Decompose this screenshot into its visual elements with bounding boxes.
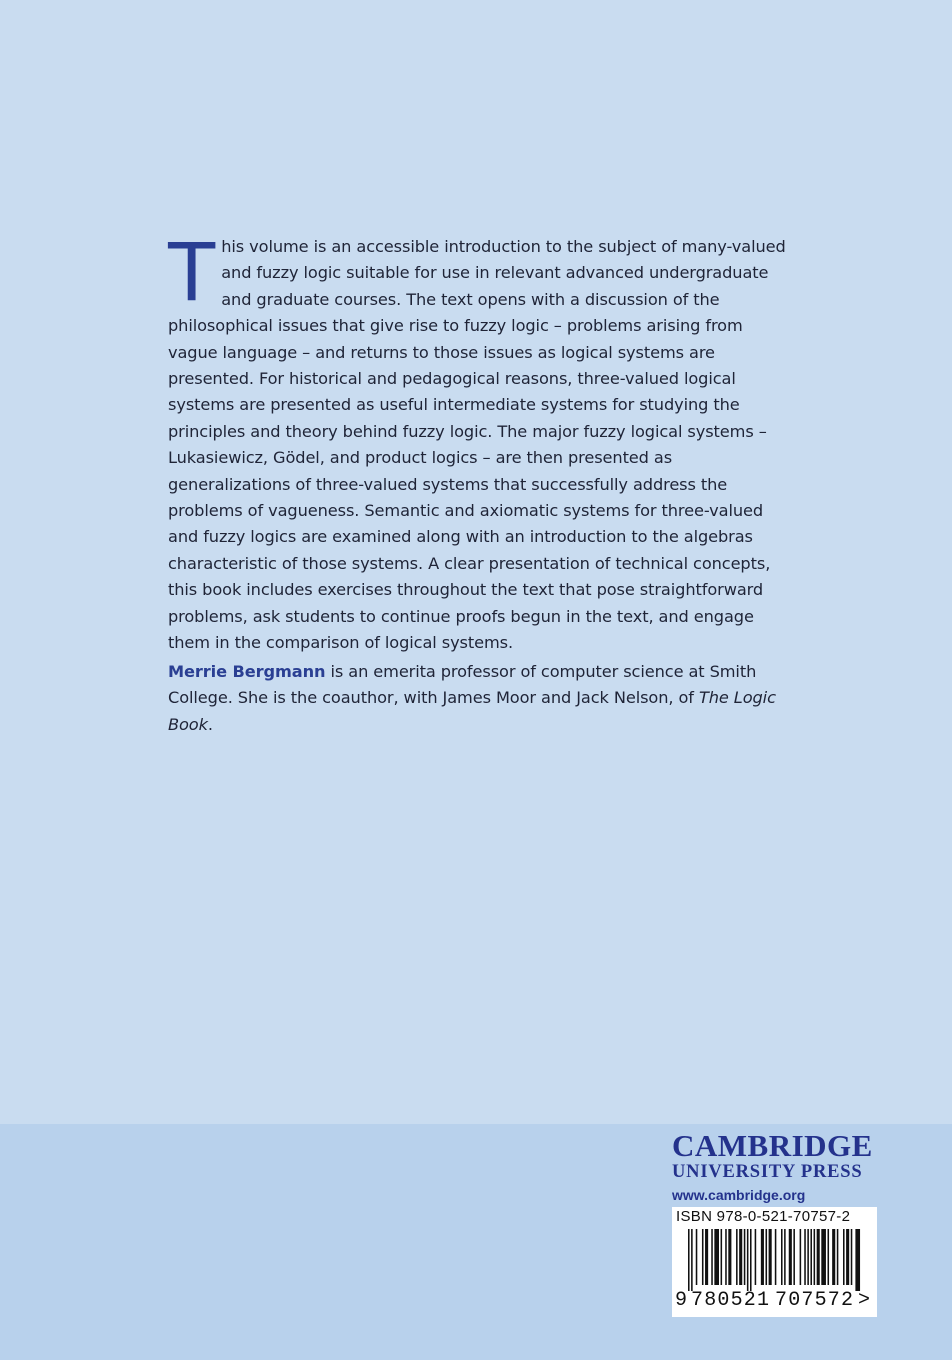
barcode-bar xyxy=(810,1229,812,1285)
barcode-bar xyxy=(804,1229,806,1285)
barcode-bar xyxy=(843,1229,845,1285)
barcode-bar xyxy=(728,1229,731,1285)
barcode-bar xyxy=(821,1229,826,1285)
barcode-bar xyxy=(761,1229,764,1285)
drop-cap: T xyxy=(166,224,218,318)
barcode-bar xyxy=(855,1229,860,1291)
barcode-bar xyxy=(691,1229,693,1291)
barcode-bar xyxy=(814,1229,816,1285)
blurb-paragraph xyxy=(166,224,788,657)
barcode-bar xyxy=(714,1229,719,1285)
cover-blurb xyxy=(166,224,788,657)
barcode-bar xyxy=(747,1229,749,1291)
barcode-bar xyxy=(705,1229,708,1285)
barcode-bar xyxy=(832,1229,835,1285)
barcode-arrow: > xyxy=(858,1289,872,1312)
book-title: The Logic Book xyxy=(168,688,776,734)
barcode-bar xyxy=(784,1229,786,1285)
barcode-bar xyxy=(744,1229,746,1285)
barcode-group-1: 780521 xyxy=(691,1289,771,1312)
barcode-bar xyxy=(739,1229,742,1285)
barcode-bar xyxy=(725,1229,727,1285)
barcode-bar xyxy=(711,1229,713,1285)
publisher-logo xyxy=(672,1130,878,1206)
barcode-bar xyxy=(828,1229,830,1285)
author-bio xyxy=(168,659,808,738)
isbn-barcode xyxy=(672,1207,877,1317)
barcode-bar xyxy=(750,1229,752,1291)
barcode-bar xyxy=(766,1229,768,1285)
barcode-group-2: 707572 xyxy=(775,1289,855,1312)
barcode-bar xyxy=(781,1229,783,1285)
barcode-bar xyxy=(807,1229,809,1285)
barcode-bar xyxy=(851,1229,853,1285)
barcode-bar xyxy=(721,1229,723,1285)
author-bio-text: is an emerita professor of computer science at Smith College. She is the coauthor, with James Moor and Jack Nelson, of xyxy=(168,662,757,708)
barcode-bar xyxy=(846,1229,849,1285)
barcode-bar xyxy=(800,1229,802,1285)
author-name: Merrie Bergmann xyxy=(168,662,326,681)
publisher-name: CAMBRIDGE xyxy=(672,1128,873,1163)
barcode-bar xyxy=(755,1229,757,1285)
barcode-lead-digit: 9 xyxy=(675,1289,689,1312)
barcode-bar xyxy=(688,1229,690,1291)
blurb-text: his volume is an accessible introduction to the subject of many-valued and fuzzy logic suitable for use in relevant advanced undergraduate and graduate courses. The text opens with a discussion of the philosophical issues that give rise to fuzzy logic – problems arising from vague language – and returns to those issues as logical systems are presented. For historical and pedagogical reasons, three-valued logical systems are presented as useful intermediate systems for studying the principles and theory behind fuzzy logic. The major fuzzy logical systems – Lukasiewicz, Gödel, and product logics – are then presented as generalizations of three-valued systems that successfully address the problems of vagueness. Semantic and axiomatic systems for three-valued and fuzzy logics are examined along with an introduction to the algebras characteristic of those systems. A clear presentation of technical concepts, this book includes exercises throughout the text that pose straightforward problems, ask students to continue proofs begun in the text, and engage them in the comparison of logical systems. xyxy=(168,237,786,653)
barcode-bar xyxy=(769,1229,772,1285)
barcode-bars-icon xyxy=(688,1229,862,1291)
isbn-label: ISBN 978-0-521-70757-2 xyxy=(676,1208,851,1225)
publisher-subname: UNIVERSITY PRESS xyxy=(672,1162,863,1182)
barcode-bar xyxy=(696,1229,698,1285)
barcode-bar xyxy=(793,1229,795,1285)
barcode-bar xyxy=(702,1229,704,1285)
barcode-bar xyxy=(775,1229,777,1285)
publisher-url: www.cambridge.org xyxy=(672,1187,806,1203)
barcode-bar xyxy=(817,1229,820,1285)
barcode-bar xyxy=(736,1229,738,1285)
author-bio-end: . xyxy=(207,714,213,734)
barcode-bar xyxy=(789,1229,792,1285)
author-paragraph xyxy=(168,659,808,738)
barcode-bar xyxy=(837,1229,839,1285)
